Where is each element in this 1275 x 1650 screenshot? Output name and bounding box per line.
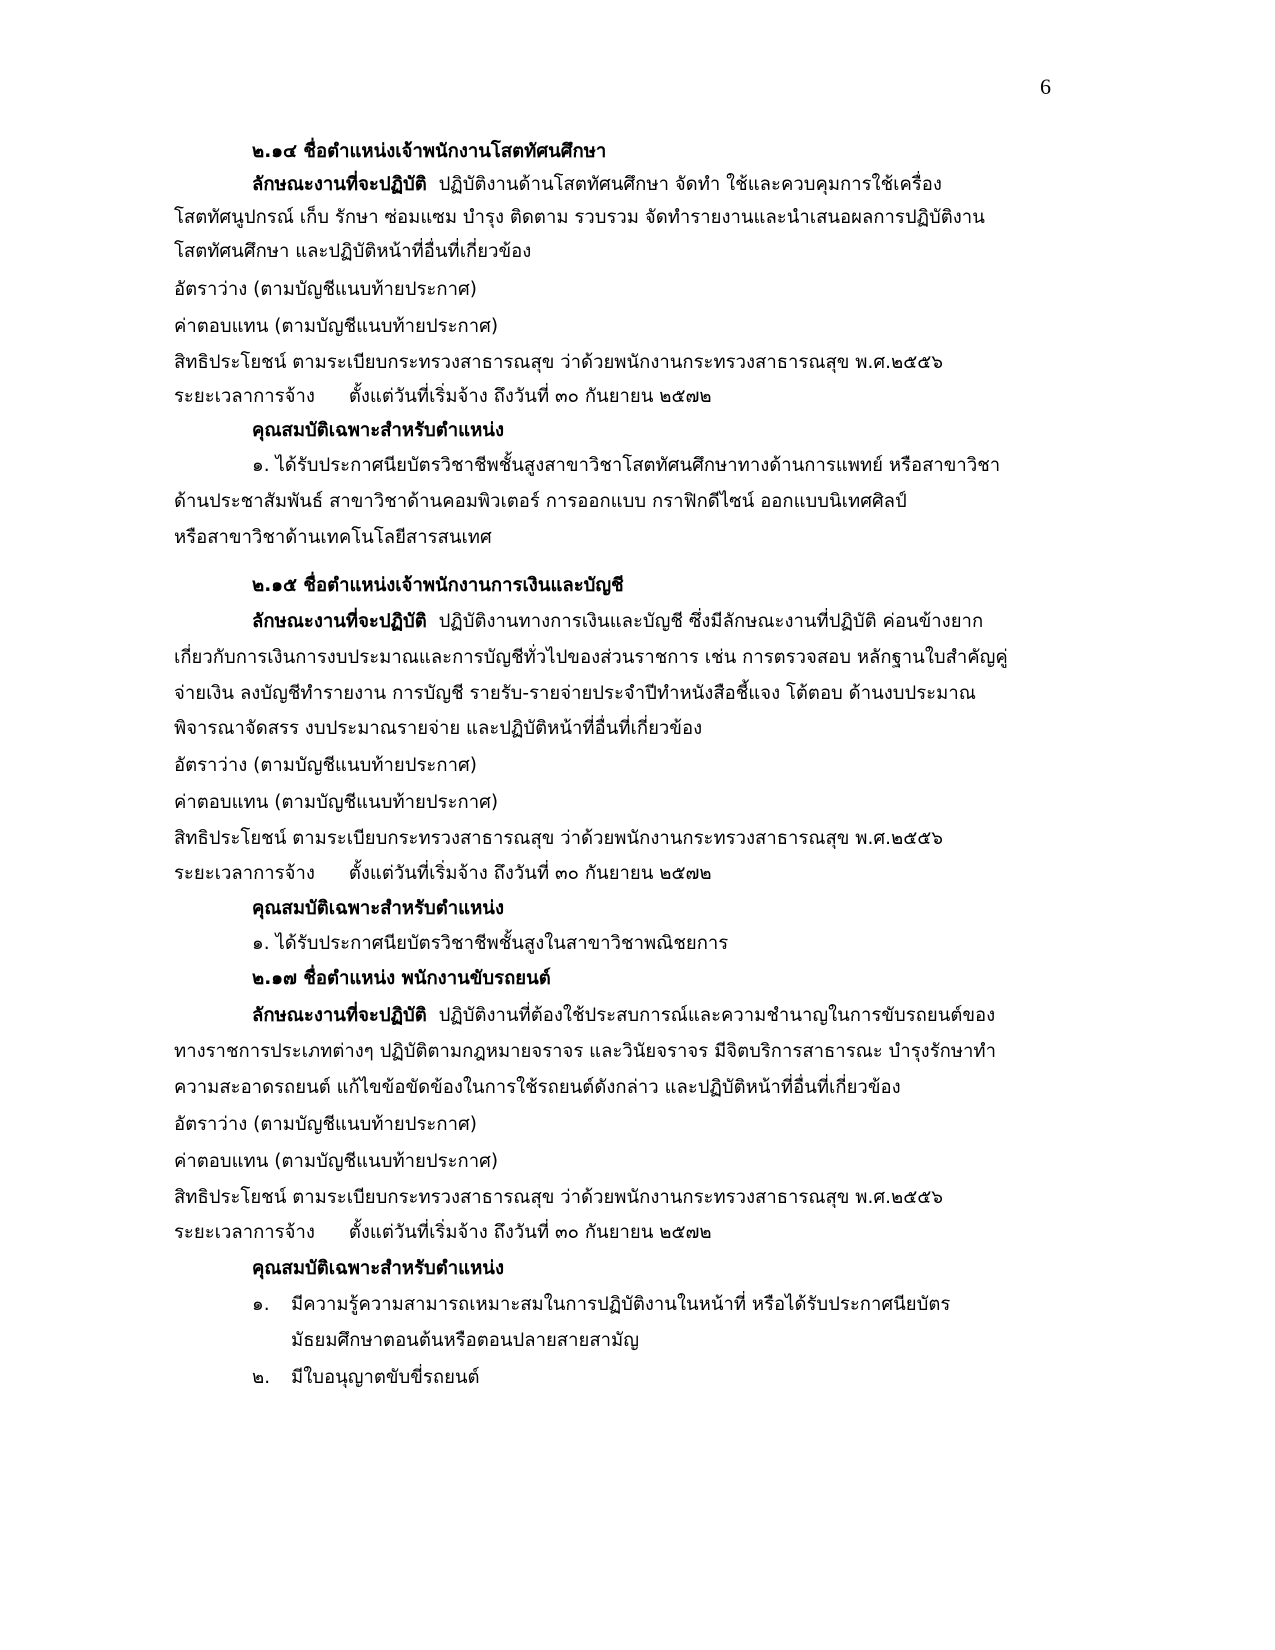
section-17-heading: ๒.๑๗ ชื่อตำแหน่ง พนักงานขับรถยนต์ xyxy=(252,968,551,989)
section-17-duty-text: ปฏิบัติงานที่ต้องใช้ประสบการณ์และความชำนาญในการขับรถยนต์ของ xyxy=(438,1005,996,1026)
section-17-qual-1-number: ๑. xyxy=(252,1294,270,1315)
section-17-qual-2-number: ๒. xyxy=(252,1367,271,1388)
section-17-duty-line2: ทางราชการประเภทต่างๆ ปฏิบัติตามกฎหมายจราจร และวินัยจราจร มีจิตบริการสาธารณะ บำรุงรักษาทำ xyxy=(174,1041,997,1062)
section-15-vacancy: อัตราว่าง (ตามบัญชีแนบท้ายประกาศ) xyxy=(174,755,477,776)
section-14-heading: ๒.๑๔ ชื่อตำแหน่งเจ้าพนักงานโสตทัศนศึกษา xyxy=(252,141,607,162)
section-14-qual-line1: ๑. ได้รับประกาศนียบัตรวิชาชีพชั้นสูงสาขาวิชาโสตทัศนศึกษาทางด้านการแพทย์ หรือสาขาวิชา xyxy=(252,455,1001,476)
section-14-pay: ค่าตอบแทน (ตามบัญชีแนบท้ายประกาศ) xyxy=(174,316,499,337)
section-14-duty-line2: โสตทัศนูปกรณ์ เก็บ รักษา ซ่อมแซม บำรุง ติดตาม รวบรวม จัดทำรายงานและนำเสนอผลการปฏิบัติงาน xyxy=(174,207,985,228)
section-14-duty-label: ลักษณะงานที่จะปฏิบัติ xyxy=(252,174,427,195)
section-15-duty-line3: จ่ายเงิน ลงบัญชีทำรายงาน การบัญชี รายรับ-รายจ่ายประจำปีทำหนังสือชี้แจง โต้ตอบ ด้านงบประมาณ xyxy=(174,683,976,704)
section-17-period-label: ระยะเวลาการจ้าง xyxy=(174,1222,315,1243)
section-17-vacancy: อัตราว่าง (ตามบัญชีแนบท้ายประกาศ) xyxy=(174,1114,477,1135)
section-17-qual-1-line2: มัธยมศึกษาตอนต้นหรือตอนปลายสายสามัญ xyxy=(291,1330,639,1351)
page-number: 6 xyxy=(1040,74,1051,99)
section-15-duty-label: ลักษณะงานที่จะปฏิบัติ xyxy=(252,611,427,632)
section-14-duty-text: ปฏิบัติงานด้านโสตทัศนศึกษา จัดทำ ใช้และควบคุมการใช้เครื่อง xyxy=(438,174,942,195)
section-15-duty-line1 xyxy=(252,610,1152,634)
section-14-period-label: ระยะเวลาการจ้าง xyxy=(174,386,315,407)
section-14-period xyxy=(174,385,1074,409)
section-17-qual-2-line1: มีใบอนุญาตขับขี่รถยนต์ xyxy=(291,1367,480,1388)
section-14-duty-line1 xyxy=(252,173,1152,197)
section-15-benefits: สิทธิประโยชน์ ตามระเบียบกระทรวงสาธารณสุข ว่าด้วยพนักงานกระทรวงสาธารณสุข พ.ศ.๒๕๕๖ xyxy=(174,828,943,849)
section-17-pay: ค่าตอบแทน (ตามบัญชีแนบท้ายประกาศ) xyxy=(174,1151,499,1172)
section-17-period-value: ตั้งแต่วันที่เริ่มจ้าง ถึงวันที่ ๓๐ กันยายน ๒๕๗๒ xyxy=(348,1222,712,1243)
section-15-period-value: ตั้งแต่วันที่เริ่มจ้าง ถึงวันที่ ๓๐ กันยายน ๒๕๗๒ xyxy=(348,863,712,884)
section-14-vacancy: อัตราว่าง (ตามบัญชีแนบท้ายประกาศ) xyxy=(174,279,477,300)
section-17-benefits: สิทธิประโยชน์ ตามระเบียบกระทรวงสาธารณสุข ว่าด้วยพนักงานกระทรวงสาธารณสุข พ.ศ.๒๕๕๖ xyxy=(174,1187,943,1208)
section-17-duty-line1 xyxy=(252,1004,1152,1028)
section-15-heading: ๒.๑๕ ชื่อตำแหน่งเจ้าพนักงานการเงินและบัญชี xyxy=(252,575,624,596)
section-17-qual-1-line1: มีความรู้ความสามารถเหมาะสมในการปฏิบัติงานในหน้าที่ หรือได้รับประกาศนียบัตร xyxy=(291,1294,951,1315)
section-15-period-label: ระยะเวลาการจ้าง xyxy=(174,863,315,884)
section-14-duty-line3: โสตทัศนศึกษา และปฏิบัติหน้าที่อื่นที่เกี่ยวข้อง xyxy=(174,241,532,262)
section-14-period-value: ตั้งแต่วันที่เริ่มจ้าง ถึงวันที่ ๓๐ กันยายน ๒๕๗๒ xyxy=(348,386,712,407)
section-17-duty-line3: ความสะอาดรถยนต์ แก้ไขข้อขัดข้องในการใช้รถยนต์ดังกล่าว และปฏิบัติหน้าที่อื่นที่เกี่ยวข้อง xyxy=(174,1077,901,1098)
section-14-qual-line2: ด้านประชาสัมพันธ์ สาขาวิชาด้านคอมพิวเตอร์ การออกแบบ กราฟิกดีไซน์ ออกแบบนิเทศศิลป์ xyxy=(174,491,907,512)
section-17-qual-heading: คุณสมบัติเฉพาะสำหรับตำแหน่ง xyxy=(252,1258,504,1279)
section-14-qual-line3: หรือสาขาวิชาด้านเทคโนโลยีสารสนเทศ xyxy=(174,527,492,548)
section-15-qual-line1: ๑. ได้รับประกาศนียบัตรวิชาชีพชั้นสูงในสาขาวิชาพณิชยการ xyxy=(252,933,729,954)
section-15-duty-text: ปฏิบัติงานทางการเงินและบัญชี ซึ่งมีลักษณะงานที่ปฏิบัติ ค่อนข้างยาก xyxy=(438,611,984,632)
section-15-pay: ค่าตอบแทน (ตามบัญชีแนบท้ายประกาศ) xyxy=(174,792,499,813)
section-14-benefits: สิทธิประโยชน์ ตามระเบียบกระทรวงสาธารณสุข ว่าด้วยพนักงานกระทรวงสาธารณสุข พ.ศ.๒๕๕๖ xyxy=(174,352,943,373)
section-15-duty-line4: พิจารณาจัดสรร งบประมาณรายจ่าย และปฏิบัติหน้าที่อื่นที่เกี่ยวข้อง xyxy=(174,718,703,739)
section-14-qual-heading: คุณสมบัติเฉพาะสำหรับตำแหน่ง xyxy=(252,420,504,441)
section-15-duty-line2: เกี่ยวกับการเงินการงบประมาณและการบัญชีทั่วไปของส่วนราชการ เช่น การตรวจสอบ หลักฐานใบสำคัญคู่ xyxy=(174,647,1008,668)
section-15-qual-heading: คุณสมบัติเฉพาะสำหรับตำแหน่ง xyxy=(252,898,504,919)
section-17-duty-label: ลักษณะงานที่จะปฏิบัติ xyxy=(252,1005,427,1026)
section-17-period xyxy=(174,1221,1074,1245)
section-15-period xyxy=(174,862,1074,886)
